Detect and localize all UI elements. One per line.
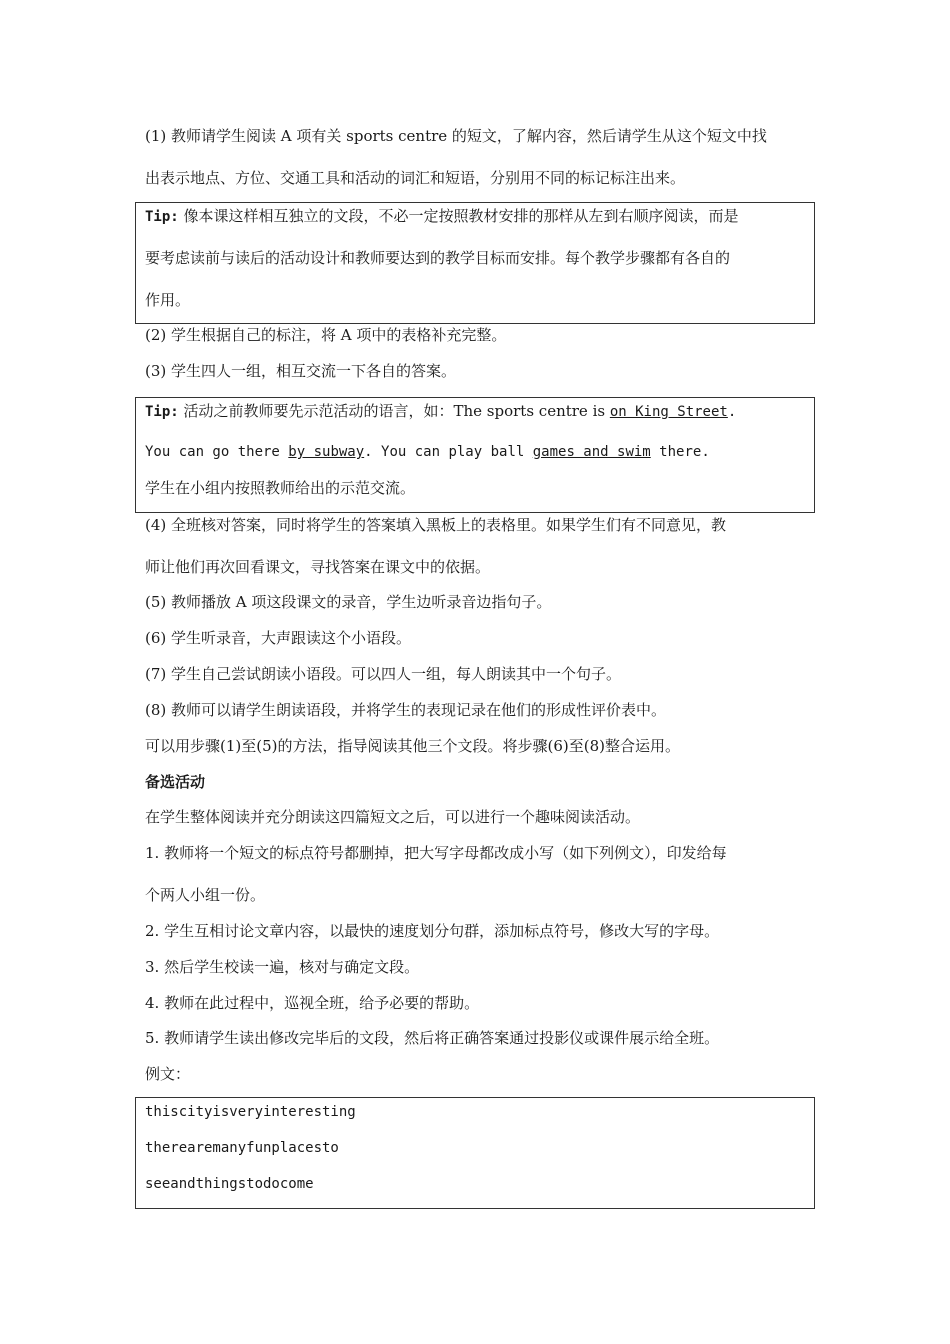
tip-label: Tip: bbox=[145, 209, 179, 225]
example-line-2: therearemanyfunplacesto bbox=[145, 1140, 339, 1156]
tip-2-line-3: 学生在小组内按照教师给出的示范交流。 bbox=[145, 479, 416, 497]
underlined-phrase: games and swim bbox=[532, 444, 651, 460]
example-line-3: seeandthingstodocome bbox=[145, 1176, 314, 1192]
tip-1-text-1: 像本课这样相互独立的文段，不必一定按照教材安排的那样从左到右顺序阅读，而是 bbox=[178, 207, 739, 225]
optional-item-3: 3. 然后学生校读一遍，核对与确定文段。 bbox=[145, 958, 420, 976]
tip-1-line-1 bbox=[145, 206, 739, 227]
step-8: (8) 教师可以请学生朗读语段，并将学生的表现记录在他们的形成性评价表中。 bbox=[145, 701, 667, 719]
example-line-1: thiscityisveryinteresting bbox=[145, 1104, 356, 1120]
tip-1-line-3: 作用。 bbox=[145, 291, 191, 309]
step-6: (6) 学生听录音，大声跟读这个小语段。 bbox=[145, 629, 412, 647]
tip-1-line-2: 要考虑读前与读后的活动设计和教师要达到的教学目标而安排。每个教学步骤都有各自的 bbox=[145, 249, 731, 267]
step-2: (2) 学生根据自己的标注，将 A 项中的表格补充完整。 bbox=[145, 326, 507, 344]
example-text-box bbox=[135, 1097, 815, 1209]
tip-2-line-2 bbox=[145, 442, 710, 462]
step-1-line-2: 出表示地点、方位、交通工具和活动的词汇和短语，分别用不同的标记标注出来。 bbox=[145, 169, 686, 187]
step-4-line-2: 师让他们再次回看课文，寻找答案在课文中的依据。 bbox=[145, 558, 491, 576]
underlined-phrase: by subway bbox=[288, 444, 365, 460]
tip-box-2 bbox=[135, 397, 815, 513]
optional-item-5: 5. 教师请学生读出修改完毕后的文段，然后将正确答案通过投影仪或课件展示给全班。 bbox=[145, 1029, 720, 1047]
tip-2-line-1 bbox=[145, 401, 736, 422]
step-3: (3) 学生四人一组，相互交流一下各自的答案。 bbox=[145, 362, 457, 380]
underlined-phrase: on King Street bbox=[609, 404, 728, 420]
tip-2-text-1b: . bbox=[727, 404, 737, 420]
step-4-line-1: (4) 全班核对答案，同时将学生的答案填入黑板上的表格里。如果学生们有不同意见，教 bbox=[145, 516, 727, 534]
tip-2-text-2a: You can go there bbox=[145, 444, 289, 460]
optional-item-1-line-2: 个两人小组一份。 bbox=[145, 886, 266, 904]
optional-activity-heading: 备选活动 bbox=[145, 773, 206, 791]
tip-label: Tip: bbox=[145, 404, 179, 420]
optional-item-4: 4. 教师在此过程中，巡视全班，给予必要的帮助。 bbox=[145, 994, 480, 1012]
steps-summary: 可以用步骤(1)至(5)的方法，指导阅读其他三个文段。将步骤(6)至(8)整合运用。 bbox=[145, 737, 680, 755]
step-7: (7) 学生自己尝试朗读小语段。可以四人一组，每人朗读其中一个句子。 bbox=[145, 665, 622, 683]
tip-2-text-2b: . You can play ball bbox=[364, 444, 533, 460]
step-5: (5) 教师播放 A 项这段课文的录音，学生边听录音边指句子。 bbox=[145, 593, 552, 611]
optional-item-1-line-1: 1. 教师将一个短文的标点符号都删掉，把大写字母都改成小写（如下列例文），印发给每 bbox=[145, 844, 727, 862]
tip-2-text-1a: 活动之前教师要先示范活动的语言，如：The sports centre is bbox=[178, 402, 610, 420]
optional-intro: 在学生整体阅读并充分朗读这四篇短文之后，可以进行一个趣味阅读活动。 bbox=[145, 808, 641, 826]
tip-box-1 bbox=[135, 202, 815, 324]
example-label: 例文： bbox=[145, 1065, 191, 1083]
step-1-line-1: (1) 教师请学生阅读 A 项有关 sports centre 的短文，了解内容，然后请学生从这个短文中找 bbox=[145, 127, 767, 145]
tip-2-text-2c: there. bbox=[650, 444, 710, 460]
optional-item-2: 2. 学生互相讨论文章内容，以最快的速度划分句群，添加标点符号，修改大写的字母。 bbox=[145, 922, 720, 940]
